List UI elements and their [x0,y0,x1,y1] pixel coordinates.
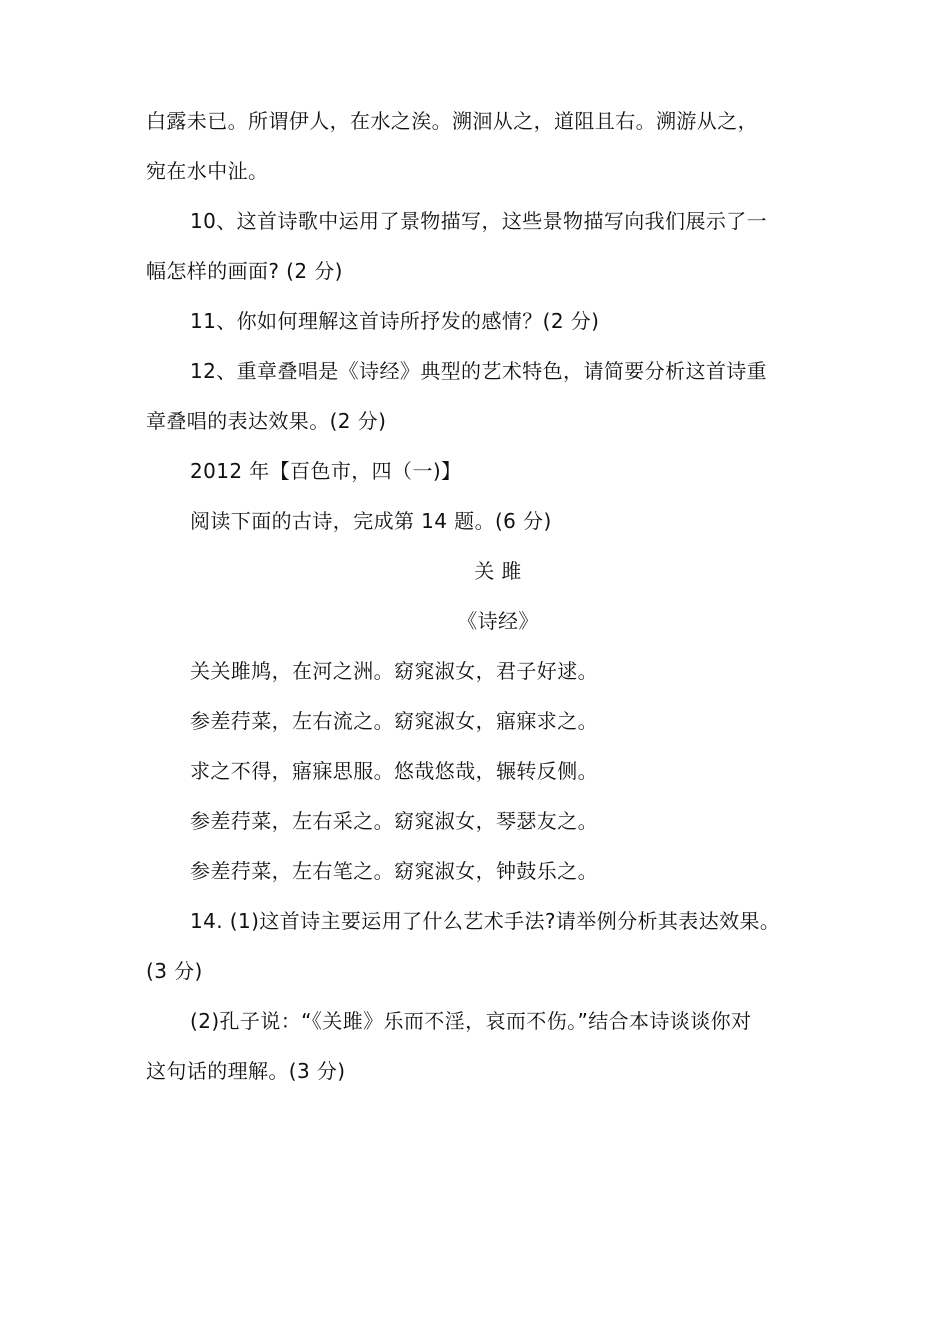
question-10-line-2: 幅怎样的画面? (2 分) [146,259,343,283]
poem-stanza-line-5: 参差荇菜，左右笔之。窈窕淑女，钟鼓乐之。 [190,859,598,883]
poem-stanza-line-4: 参差荇菜，左右采之。窈窕淑女，琴瑟友之。 [190,809,598,833]
poem-stanza-line-1: 关关雎鸠，在河之洲。窈窕淑女，君子好逑。 [190,659,598,683]
question-11: 11、你如何理解这首诗所抒发的感情？(2 分) [190,309,600,333]
question-14-part-2-line-1: (2)孔子说：“《关雎》乐而不淫，哀而不伤。”结合本诗谈谈你对 [190,1009,752,1033]
question-14-part-1-line-2: (3 分) [146,959,203,983]
poem-source: 《诗经》 [457,609,539,633]
question-12-line-1: 12、重章叠唱是《诗经》典型的艺术特色，请简要分析这首诗重 [190,359,768,383]
poem-stanza-line-2: 参差荇菜，左右流之。窈窕淑女，寤寐求之。 [190,709,598,733]
poem-stanza-line-3: 求之不得，寤寐思服。悠哉悠哉，辗转反侧。 [190,759,598,783]
poem-continuation-line-1: 白露未已。所谓伊人，在水之涘。溯洄从之，道阻且右。溯游从之， [146,109,758,133]
question-10-line-1: 10、这首诗歌中运用了景物描写，这些景物描写向我们展示了一 [190,209,768,233]
poem-continuation-line-2: 宛在水中沚。 [146,159,269,183]
question-12-line-2: 章叠唱的表达效果。(2 分) [146,409,387,433]
reading-instruction: 阅读下面的古诗，完成第 14 题。(6 分) [190,509,552,533]
exam-source-heading: 2012 年【百色市，四（一)】 [190,459,462,483]
question-14-part-2-line-2: 这句话的理解。(3 分) [146,1059,346,1083]
question-14-part-1-line-1: 14. (1)这首诗主要运用了什么艺术手法?请举例分析其表达效果。 [190,909,781,933]
poem-title: 关 雎 [474,559,522,583]
